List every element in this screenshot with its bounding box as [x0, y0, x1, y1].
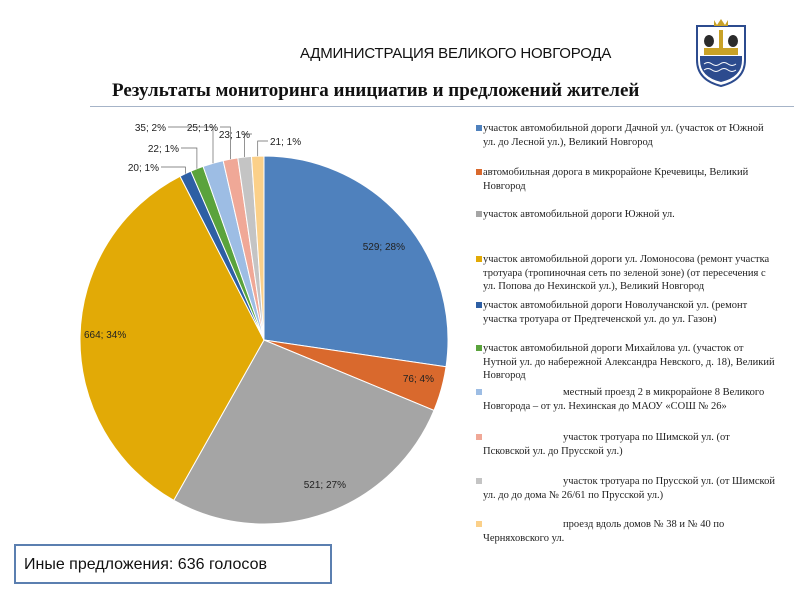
legend-item-9 — [476, 475, 776, 502]
slice-data-label-8: 25; 1% — [186, 123, 218, 134]
legend-label-8: участок тротуара по Шимской ул. (от Псковской ул. до Прусской ул.) — [483, 432, 730, 457]
legend-item-4 — [476, 253, 776, 294]
legend-swatch-2 — [476, 169, 482, 175]
label-leader-10 — [258, 141, 268, 156]
legend-item-8 — [476, 431, 776, 458]
legend-label-3: участок автомобильной дороги Южной ул. — [483, 209, 675, 220]
legend-label-2: автомобильная дорога в микрорайоне Кречевицы, Великий Новгород — [483, 167, 749, 192]
legend-label-10: проезд вдоль домов № 38 и № 40 по Черняховского ул. — [483, 519, 725, 544]
title-divider — [90, 106, 794, 107]
legend-swatch-10 — [476, 521, 482, 527]
organization-name: АДМИНИСТРАЦИЯ ВЕЛИКОГО НОВГОРОДА — [300, 45, 612, 62]
legend-swatch-6 — [476, 345, 482, 351]
legend-label-4: участок автомобильной дороги ул. Ломоносова (ремонт участка тротуара (тропиночная сеть по зеленой зоне) (от пересечения с ул. Попова до Нехинской ул.), Великий Новгород — [483, 254, 770, 292]
other-proposals-box — [14, 544, 332, 584]
other-proposals-label: Иные предложения: — [24, 556, 174, 573]
slice-data-label-5: 20; 1% — [127, 163, 159, 174]
legend-item-7 — [476, 386, 776, 413]
label-leader-5 — [161, 167, 185, 174]
legend-item-1 — [476, 122, 776, 149]
legend-item-2 — [476, 166, 776, 193]
slice-data-label-1: 529; 28% — [362, 242, 405, 253]
legend-label-1: участок автомобильной дороги Дачной ул. (участок от Южной ул. до Лесной ул.), Великий Новгород — [483, 123, 764, 148]
legend-item-6 — [476, 342, 776, 383]
pie-slice-1 — [264, 156, 448, 367]
city-emblem — [694, 16, 748, 88]
legend-label-9: участок тротуара по Прусской ул. (от Шимской ул. до до дома № 26/61 по Прусской ул.) — [483, 476, 775, 501]
legend-swatch-7 — [476, 389, 482, 395]
slice-data-label-7: 35; 2% — [134, 123, 166, 134]
slice-data-label-4: 664; 34% — [84, 330, 127, 341]
slice-data-label-9: 23; 1% — [218, 130, 250, 141]
slice-data-label-2: 76; 4% — [402, 374, 434, 385]
legend-item-10 — [476, 518, 776, 545]
legend-item-5 — [476, 299, 776, 326]
legend-item-3 — [476, 208, 776, 222]
legend-swatch-1 — [476, 125, 482, 131]
pie-chart — [0, 110, 470, 540]
legend-swatch-9 — [476, 478, 482, 484]
label-leader-6 — [181, 148, 197, 169]
legend-label-7: местный проезд 2 в микрорайоне 8 Великого Новгорода – от ул. Нехинская до МАОУ «СОШ № 26» — [483, 387, 765, 412]
slice-data-label-6: 22; 1% — [147, 144, 179, 155]
slice-data-label-10: 21; 1% — [270, 137, 302, 148]
slice-data-label-3: 521; 27% — [303, 480, 346, 491]
legend-swatch-4 — [476, 256, 482, 262]
legend-swatch-3 — [476, 211, 482, 217]
chart-title: Результаты мониторинга инициатив и предложений жителей — [112, 80, 640, 101]
other-proposals-value: 636 голосов — [177, 556, 267, 573]
legend-swatch-8 — [476, 434, 482, 440]
legend-label-5: участок автомобильной дороги Новолучанской ул. (ремонт участка тротуара от Предтеченской ул. до ул. Газон) — [483, 300, 748, 325]
legend-swatch-5 — [476, 302, 482, 308]
legend-label-6: участок автомобильной дороги Михайлова ул. (участок от Нутной ул. до набережной Александра Невского, д. 18), Великий Новгород — [483, 343, 775, 381]
